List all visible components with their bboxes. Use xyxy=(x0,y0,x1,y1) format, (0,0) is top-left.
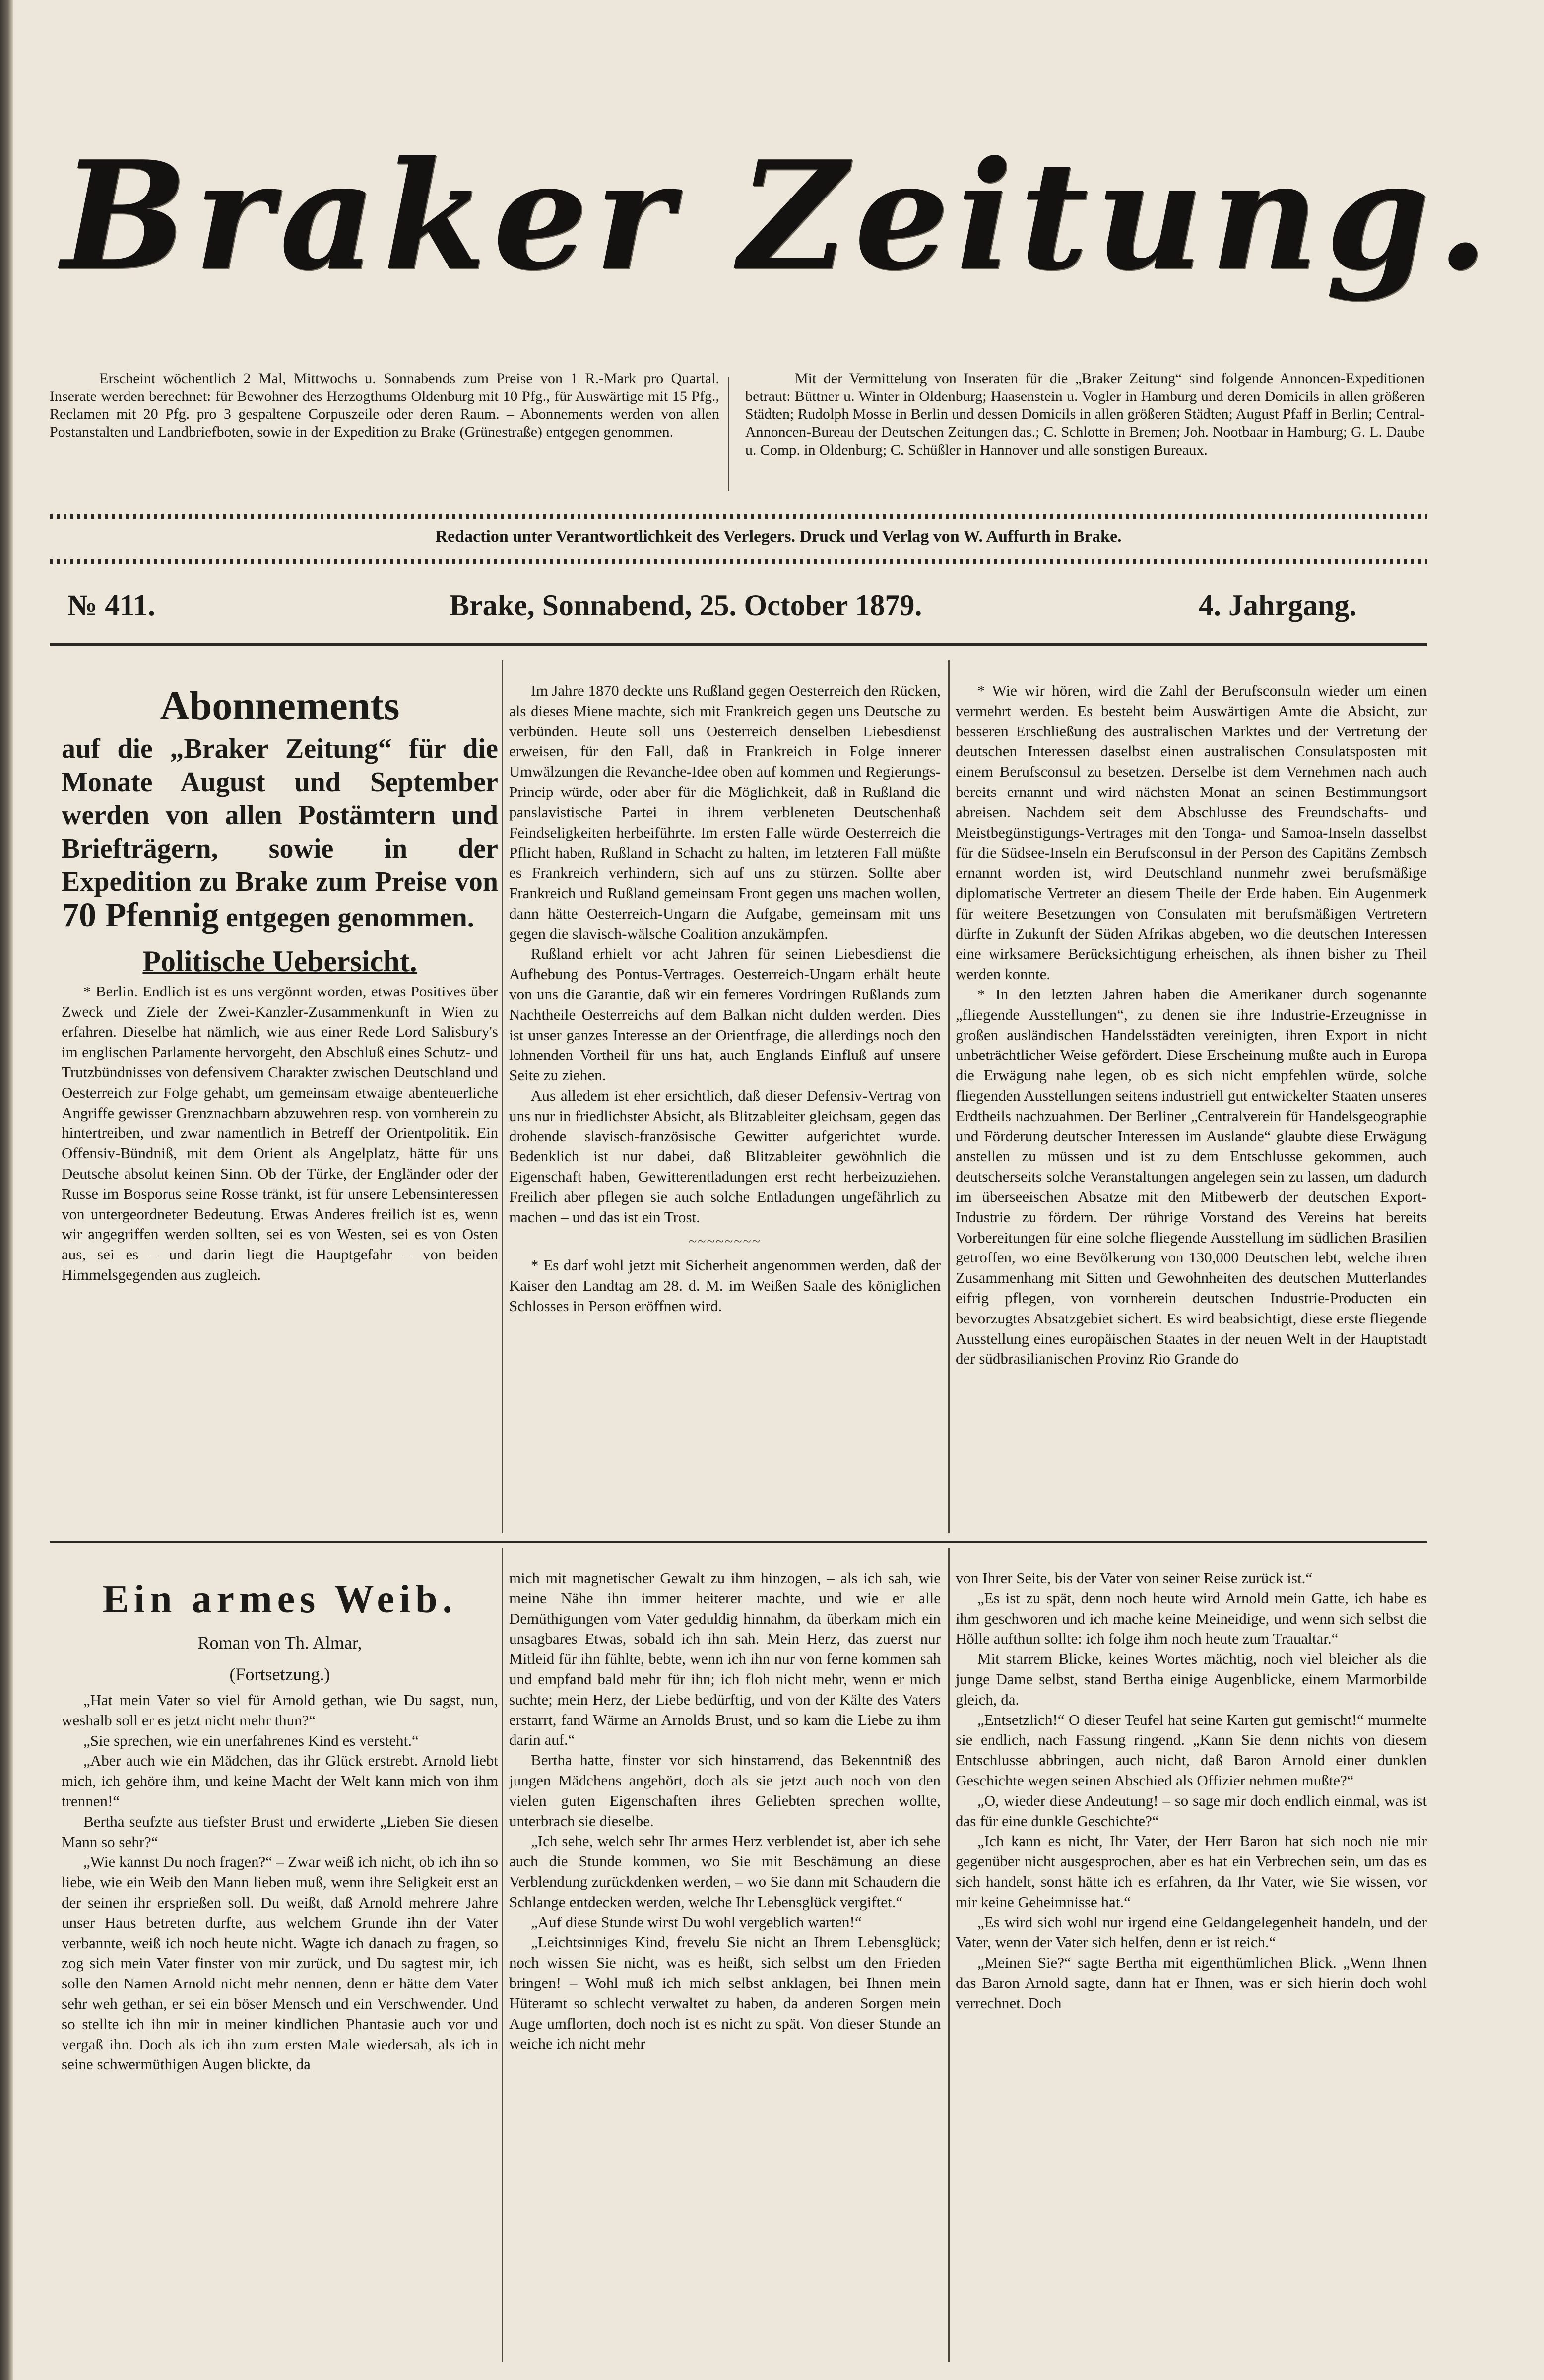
novel-title: Ein armes Weib. xyxy=(102,1578,457,1621)
column-divider xyxy=(502,660,503,1533)
politics-paragraph: * Berlin. Endlich ist es uns vergönnt worden, etwas Positives über Zweck und Ziele der Zwei-Kanzler-Zusammenkunft in Wien zu erfahren. Dieselbe hat nämlich, wie aus einer Rede Lord Salisbury's im englischen Parlamente hervorgeht, den Abschluß eines Schutz- und Trutzbündnisses von defensivem Charakter zwischen Deutschland und Oesterreich zur Folge gehabt, um gemeinsam etwaige abenteuerliche Angriffe gewisser Grenznachbarn abzuwehren resp. von vornherein zu hintertreiben, und zwar namentlich in Betreff der Orientpolitik. Ein Offensiv-Bündniß, mit dem Orient als Angelplatz, hätte für uns Deutsche absolut keinen Sinn. Ob der Türke, der Engländer oder der Russe im Bosporus seine Rosse tränkt, ist für unsere Lebensinteressen von untergeordneter Bedeutung. Etwas Anderes freilich ist es, wenn wir angegriffen werden sollten, sei es von Westen, sei es von Osten aus, sei es – und darin liegt die Hauptgefahr – von beiden Himmelsgegenden aus zugleich. xyxy=(62,982,498,1283)
novel-paragraph: „Sie sprechen, wie ein unerfahrenes Kind es versteht.“ xyxy=(83,1731,419,1749)
novel-paragraph: Mit starrem Blicke, keines Wortes mächtig, noch viel bleicher als die junge Dame selbst, stand Bertha einige Augenblicke, einem Marmorbilde gleich, da. xyxy=(956,1650,1427,1708)
info-divider xyxy=(728,377,729,491)
politics-paragraph: * Wie wir hören, wird die Zahl der Berufsconsuln wieder um einen vermehrt werden. Es besteht beim Auswärtigen Amte die Absicht, zur besseren Erschließung des australischen Marktes und der Vertretung der deutschen Interessen daselbst einen australischen Consulatsposten mit einem Berufsconsul zu besetzen. Derselbe ist dem Vernehmen nach auch bereits ernannt und wird nächsten Monat an seinen Bestimmungsort abreisen. Nachdem seit dem Abschlusse des Freundschafts- und Meistbegünstigungs-Vertrages mit den Tonga- und Samoa-Inseln dasselbst für die Südsee-Inseln ein Berufsconsul in der Person des Capitäns Zembsch ernannt worden ist, wird Deutschland nunmehr zwei berufsmäßige diplomatische Vertreter an diesem Theile der Erde haben. Ein Augenmerk für weitere Besetzungen von Consulaten mit berufsmäßigen Vertretern dürfte in Zukunft der Süden Afrikas abgeben, wo die deutschen Interessen eine wirksamere Berücksichtigung erheischen, als ihnen bisher zu Theil werden konnte. xyxy=(956,682,1427,983)
novel-paragraph: Bertha seufzte aus tiefster Brust und erwiderte „Lieben Sie diesen Mann so sehr?“ xyxy=(62,1812,498,1851)
abonnements-tail: entgegen genommen. xyxy=(225,902,474,933)
politics-paragraph: Aus alledem ist eher ersichtlich, daß dieser Defensiv-Vertrag von uns nur in friedlichster Absicht, als Blitzableiter gleichsam, gegen das drohende slavisch-französische Gewitter aufgerichtet wurde. Bedenklich ist nur dabei, daß Blitzableiter gewöhnlich die Eigenschaft haben, Gewitterentladungen erst recht herbeizuziehen. Freilich aber pflegen sie auch solche Entladungen ungefährlich zu machen – und das ist ein Trost. xyxy=(509,1086,941,1226)
subscription-info-text: Erscheint wöchentlich 2 Mal, Mittwochs u. Sonnabends zum Preise von 1 R.-Mark pro Quartal. Inserate werden berechnet: für Bewohner des Herzogthums Oldenburg mit 10 Pfg., für Auswärtige mit 15 Pfg., Reclamen mit 20 Pfg. pro 3 gespaltene Corpuszeile oder deren Raum. – Abonnements werden von allen Postanstalten und Landbriefboten, sowie in der Expedition zu Brake (Grünestraße) entgegen genommen. xyxy=(50,370,719,440)
issue-number: № 411. xyxy=(67,589,155,622)
novel-paragraph: „Meinen Sie?“ sagte Bertha mit eigenthümlichen Blick. „Wenn Ihnen das Baron Arnold sagte, dann hat er Ihnen, was er sich hierin doch wohl verrechnet. Doch xyxy=(956,1954,1427,2012)
politics-paragraph: * Es darf wohl jetzt mit Sicherheit angenommen werden, daß der Kaiser den Landtag am 28. d. M. im Weißen Saale des königlichen Schlosses in Person eröffnen wird. xyxy=(509,1256,941,1315)
column-2-upper xyxy=(509,681,941,1317)
imprint-line: Redaction unter Verantwortlichkeit des Verlegers. Druck und Verlag von W. Auffurth in Brake. xyxy=(435,528,1122,546)
abonnements-heading: Abonnements xyxy=(160,683,400,728)
novel-paragraph: „Es ist zu spät, denn noch heute wird Arnold mein Gatte, ich habe es ihm geschworen und ich mache keine Meineidige, und wenn sich selbst die Hölle aufthun sollte: ich folge ihm noch heute zum Traualtar.“ xyxy=(956,1589,1427,1648)
abonnements-price: 70 Pfennig xyxy=(62,896,219,934)
volume-number: 4. Jahrgang. xyxy=(1199,589,1357,622)
novel-paragraph: „Leichtsinniges Kind, frevelu Sie nicht an Ihrem Lebensglück; noch wissen Sie nicht, was es heißt, sich selbst um den Frieden bringen! – Wohl muß ich mich selbst anklagen, bei Ihnen mein Hüteramt so schlecht verwaltet zu haben, da anderen Sorgen mein Auge umflorten, doch noch ist es nicht zu spät. Von dieser Stunde an weiche ich nicht mehr xyxy=(509,1933,941,2052)
politics-paragraph: Im Jahre 1870 deckte uns Rußland gegen Oesterreich den Rücken, als dieses Miene machte, sich mit Frankreich gegen uns Deutsche zu verbünden. Heute soll uns Oesterreich denselben Liebesdienst erweisen, für den Fall, daß in Frankreich in Folge innerer Umwälzungen die Revanche-Idee oben auf kommen und Regierungs-Princip würde, oder aber für die Möglichkeit, daß in Rußland die panslavistische Partei in ihrem verbleneten Deutschenhaß Feindseligkeiten herbeiführte. Im ersten Falle würde Oesterreich die Pflicht haben, Rußland in Schacht zu halten, im letzteren Fall müßte es Frankreich verhindern, sich auf uns zu stürzen. Sollte aber Frankreich und Rußland gemeinsam Front gegen uns machen wollen, dann hätte Oesterreich-Ungarn die Aufgabe, gemeinsam mit uns gegen die slavisch-wälsche Coalition anzukämpfen. xyxy=(509,682,941,942)
advertising-agents-text: Mit der Vermittelung von Inseraten für die „Braker Zeitung“ sind folgende Annoncen-Expeditionen betraut: Büttner u. Winter in Oldenburg; Haasenstein u. Vogler in Hamburg und deren Domicils in allen größeren Städten; Rudolph Mosse in Berlin und dessen Domicils in allen größeren Städten; August Pfaff in Berlin; Central-Annoncen-Bureau der Deutschen Zeitungen das.; C. Schlotte in Bremen; Joh. Nootbaar in Hamburg; G. L. Daube u. Comp. in Oldenburg; C. Schüßler in Hannover und alle sonstigen Bureaux. xyxy=(745,370,1425,458)
column-2-lower xyxy=(509,1568,941,2054)
politics-paragraph: * In den letzten Jahren haben die Amerikaner durch sogenannte „fliegende Ausstellungen“, zu denen sie ihre Industrie-Erzeugnisse in großen ausländischen Handelsstädten vereinigten, ihren Export in nicht unbeträchtlicher Weise gefördert. Diese Erscheinung mußte auch in Europa die Erwägung nahe legen, ob es sich nicht empfehlen würde, solche fliegenden Ausstellungen seitens industriell gut entwickelter Staaten unseres Erdtheils nachzuahmen. Der Berliner „Centralverein für Handelsgeographie und Förderung deutscher Interessen im Auslande“ glaubte diese Erwägung anstellen zu müssen und ist zu dem Entschlusse gekommen, auch deutscherseits solche Veranstaltungen angelegen sein zu lassen, um dadurch im überseeischen Absatze mit den Mitbewerb der deutschen Export-Industrie zu fördern. Der rührige Vorstand des Vereins hat bereits Vorbereitungen für eine solche fliegende Ausstellung im südlichen Brasilien getroffen, wo eine Bevölkerung von 130,000 Deutschen lebt, welche ihren Zusammenhang mit Sitten und Gewohnheiten des deutschen Mutterlandes eifrig pflegen, von vornherein deutschen Industrie-Producten ein bevorzugtes Absatzgebiet sichert. Es wird beabsichtigt, diese erste fliegende Ausstellung eines europäischen Staates in der neuen Welt in der Hauptstadt der südbrasilianischen Provinz Rio Grande do xyxy=(956,985,1427,1368)
politics-paragraph: Rußland erhielt vor acht Jahren für seinen Liebesdienst die Aufhebung des Pontus-Vertrages. Oesterreich-Ungarn erhält heute von uns die Garantie, daß wir ein ferneres Vordringen Rußlands zum Nachtheile Oesterreichs auf dem Balkan nicht dulden werden. Dies ist unser ganzes Interesse an der Orientfrage, die allerdings noch den lohnenden Vortheil für uns hat, auch Englands Einfluß auf unsere Seite zu ziehen. xyxy=(509,945,941,1084)
book-binding-edge xyxy=(0,0,13,2380)
novel-paragraph: „Ich kann es nicht, Ihr Vater, der Herr Baron hat sich noch nie mir gegenüber nicht ausgesprochen, aber es hat ein Verbrechen sein, um das es sich handelt, sonst hätte ich es erfahren, da Ihr Vater, wie Sie wissen, vor mir keine Geheimnisse hat.“ xyxy=(956,1832,1427,1911)
novel-paragraph: Bertha hatte, finster vor sich hinstarrend, das Bekenntniß des jungen Mädchens angehört, doch als sie jetzt auch noch von den vielen guten Eigenschaften ihres Geliebten sprechen wollte, unterbrach sie dieselbe. xyxy=(509,1751,941,1830)
newspaper-page xyxy=(13,0,1544,2380)
column-3-lower xyxy=(956,1568,1427,2014)
novel-paragraph: „Auf diese Stunde wirst Du wohl vergeblich warten!“ xyxy=(531,1913,862,1931)
novel-paragraph: „Entsetzlich!“ O dieser Teufel hat seine Karten gut gemischt!“ murmelte sie endlich, nach Fassung ringend. „Kann Sie denn nichts von diesem Entschlusse abbringen, auch nicht, daß Baron Arnold einer dunklen Geschichte wegen seinen Abschied als Offizier nehmen mußte?“ xyxy=(956,1711,1427,1789)
novel-paragraph: „Wie kannst Du noch fragen?“ – Zwar weiß ich nicht, ob ich ihn so liebe, wie ein Weib den Mann lieben muß, wenn ihre Seligkeit erst an der seinen ihr ersprießen soll. Du weißt, daß Arnold mehrere Jahre unser Haus betreten durfte, aus welchem Grunde ihn der Vater verbannte, weiß ich noch heute nicht. Wagte ich danach zu fragen, so zog sich mein Vater finster von mir zurück, und Du sagtest mir, ich solle den Namen Arnold nicht mehr nennen, denn er hätte dem Vater sehr weh gethan, er sei ein böser Mensch und ein Verschwender. Und so stellte ich ihn mir in meiner kindlichen Phantasie auch vor und vergaß ihn. Doch als ich ihn zum ersten Male wiedersah, als ich in seine schwermüthigen Augen blickte, da xyxy=(62,1853,498,2073)
ornamental-rule-bottom xyxy=(50,559,1427,564)
column-1-lower xyxy=(62,1568,498,2075)
advertising-agents-info xyxy=(745,370,1425,459)
novel-paragraph: von Ihrer Seite, bis der Vater von seiner Reise zurück ist.“ xyxy=(956,1569,1313,1587)
column-3-upper xyxy=(956,681,1427,1369)
politics-heading: Politische Uebersicht. xyxy=(142,945,417,978)
issue-date: Brake, Sonnabend, 25. October 1879. xyxy=(450,589,922,622)
novel-paragraph: „Ich sehe, welch sehr Ihr armes Herz verblendet ist, aber ich sehe auch die Stunde kommen, wo Sie mit Beschämung an diese Verblendung zurückdenken werden, – wo Sie dann mit Schaudern die Schlange entdecken werden, welche Ihr Lebensglück vergiftet.“ xyxy=(509,1832,941,1911)
section-ornament: ~~~~~~~~ xyxy=(689,1233,761,1250)
subscription-info xyxy=(50,370,719,441)
novel-continuation: (Fortsetzung.) xyxy=(229,1664,330,1684)
novel-paragraph: „Hat mein Vater so viel für Arnold gethan, wie Du sagst, nun, weshalb soll er es jetzt nicht mehr thun?“ xyxy=(62,1691,498,1729)
feuilleton-rule xyxy=(50,1541,1427,1543)
column-divider xyxy=(948,660,950,1533)
dateline-rule xyxy=(50,643,1427,646)
novel-paragraph: „Aber auch wie ein Mädchen, das ihr Glück erstrebt. Arnold liebt mich, ich gehöre ihm, und keine Macht der Welt kann mich von ihm trennen!“ xyxy=(62,1752,498,1810)
novel-paragraph: „O, wieder diese Andeutung! – so sage mir doch endlich einmal, was ist das für eine dunkle Geschichte?“ xyxy=(956,1791,1427,1830)
column-1-upper xyxy=(62,681,498,1285)
column-divider xyxy=(502,1548,503,2362)
abonnements-notice xyxy=(62,732,498,934)
abonnements-body: auf die „Braker Zeitung“ für die Monate August und September werden von allen Postämtern und Briefträgern, sowie in der Expedition zu Brake zum Preise von xyxy=(62,733,498,897)
masthead-title: Braker Zeitung. xyxy=(61,128,1496,303)
novel-paragraph: mich mit magnetischer Gewalt zu ihm hinzogen, – als ich sah, wie meine Nähe ihn immer heiterer machte, und wie er alle Demüthigungen vom Vater geduldig hinnahm, da überkam mich ein unsagbares Etwas, sobald ich ihn sah. Mein Herz, das zuerst nur Mitleid für ihn fühlte, bebte, wenn ich ihn nur von ferne kommen sah und empfand bald mehr für ihn; ich floh nicht mehr, wenn er mich suchte; mein Herz, der Liebe bedürftig, und von der Kälte des Vaters erstarrt, fand Wärme an Arnolds Brust, und so kam die Liebe zu ihm darin auf.“ xyxy=(509,1569,941,1749)
ornamental-rule-top xyxy=(50,514,1427,519)
novel-paragraph: „Es wird sich wohl nur irgend eine Geldangelegenheit handeln, und der Vater, wenn der Vater sich helfen, denn er ist reich.“ xyxy=(956,1913,1427,1951)
column-divider xyxy=(948,1548,950,2362)
novel-author: Roman von Th. Almar, xyxy=(197,1633,362,1653)
